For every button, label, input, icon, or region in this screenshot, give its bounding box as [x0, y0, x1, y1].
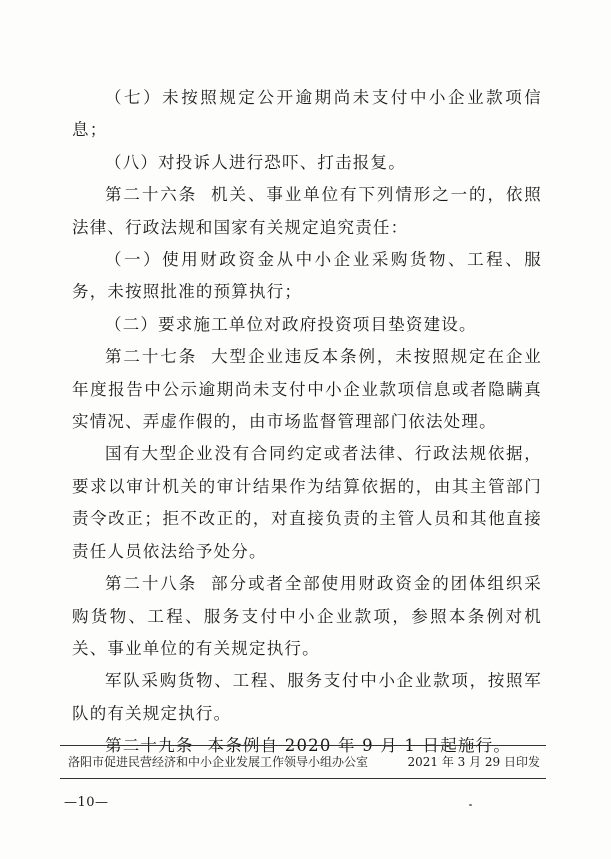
clause-text: （七）未按照规定公开逾期尚未支付中小企业款项信息；	[72, 88, 542, 140]
footer-top-rule	[60, 745, 546, 746]
scan-speck	[469, 804, 472, 806]
issuer-name: 洛阳市促进民营经济和中小企业发展工作领导小组办公室	[68, 755, 369, 769]
article-text: 本条例自 2020 年 9 月 1 日起施行。	[207, 736, 512, 756]
article-number: 第二十九条	[105, 736, 194, 756]
article-number: 第二十六条	[105, 185, 198, 205]
clause-eight	[72, 147, 542, 179]
issue-date: 2021 年 3 月 29 日印发	[407, 755, 540, 769]
clause-text: （八）对投诉人进行恐吓、打击报复。	[105, 152, 406, 172]
article-number: 第二十七条	[105, 347, 198, 367]
clause-one	[72, 244, 542, 309]
article-26	[72, 179, 542, 244]
article-text: 大型企业违反本条例，未按照规定在企业年度报告中公示逾期尚未支付中小企业款项信息或者隐瞒真实情况、弄虚作假的，由市场监督管理部门依法处理。	[72, 347, 543, 432]
regulation-body	[72, 82, 542, 763]
page-number: —10—	[64, 795, 109, 810]
clause-seven	[72, 82, 542, 147]
footer-bottom-rule	[60, 778, 546, 779]
article-28-para-2	[72, 665, 542, 730]
article-27-para-2	[72, 438, 542, 568]
article-27	[72, 341, 542, 438]
article-28	[72, 568, 542, 665]
clause-text: （二）要求施工单位对政府投资项目垫资建设。	[105, 314, 477, 334]
clause-two	[72, 309, 542, 341]
article-text: 机关、事业单位有下列情形之一的，依照法律、行政法规和国家有关规定追究责任：	[72, 185, 543, 237]
issuance-footer	[68, 752, 540, 772]
paragraph-text: 国有大型企业没有合同约定或者法律、行政法规依据，要求以审计机关的审计结果作为结算依据的，由其主管部门责令改正；拒不改正的，对直接负责的主管人员和其他直接责任人员依法给予处分。	[72, 444, 542, 561]
paragraph-text: 军队采购货物、工程、服务支付中小企业款项，按照军队的有关规定执行。	[72, 671, 542, 723]
article-text: 部分或者全部使用财政资金的团体组织采购货物、工程、服务支付中小企业款项，参照本条例对机关、事业单位的有关规定执行。	[72, 574, 543, 658]
clause-text: （一）使用财政资金从中小企业采购货物、工程、服务，未按照批准的预算执行；	[72, 250, 542, 302]
article-number: 第二十八条	[105, 574, 198, 594]
